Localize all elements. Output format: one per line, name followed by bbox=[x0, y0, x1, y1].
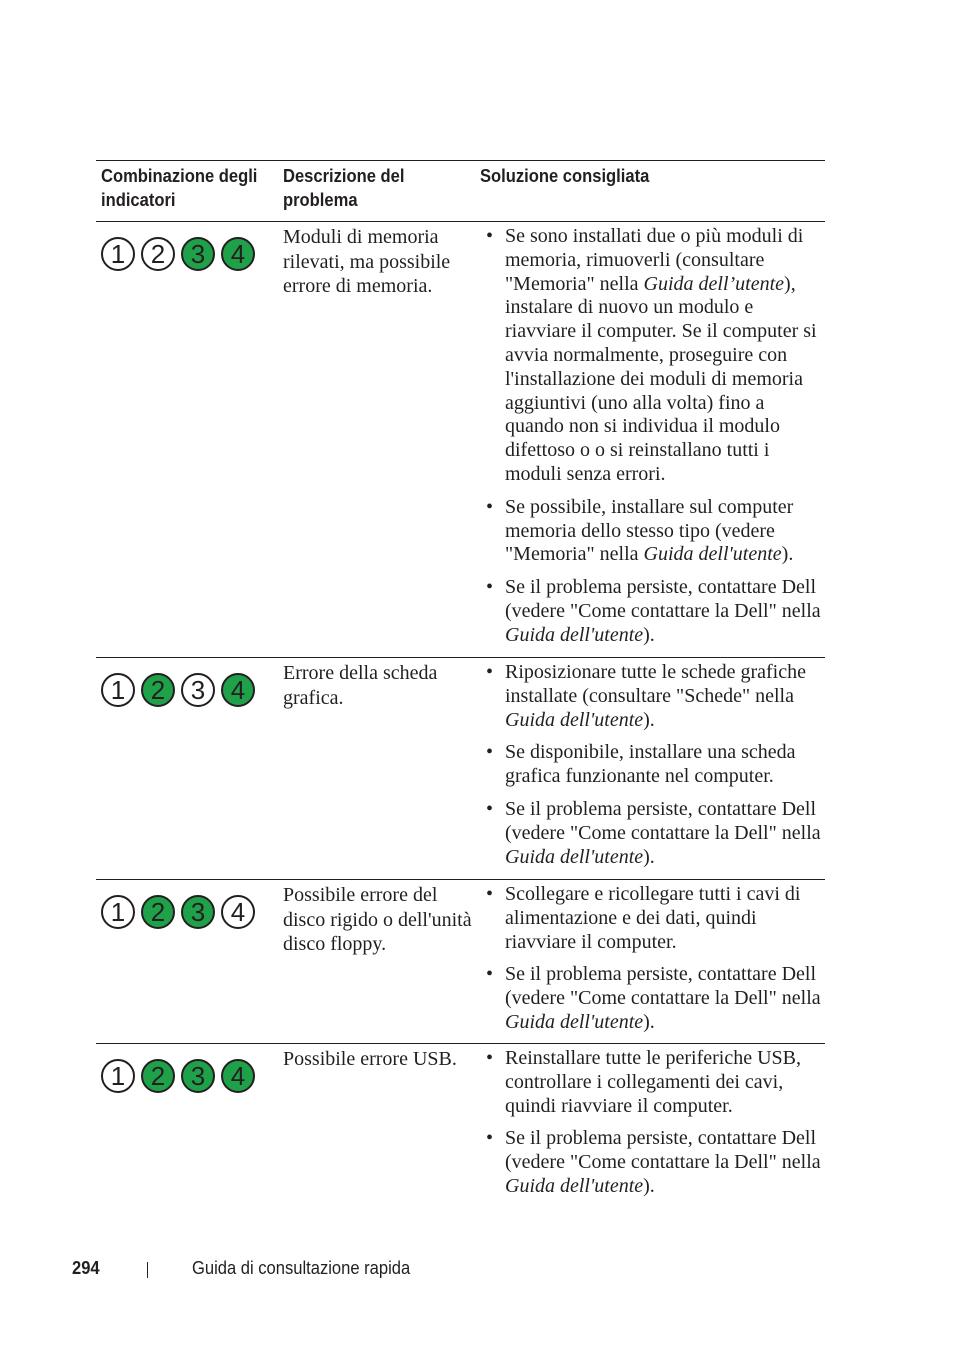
footer-title: Guida di consultazione rapida bbox=[192, 1258, 411, 1278]
header-indicator-combination: Combinazione degli indicatori bbox=[101, 166, 258, 210]
diagnostic-light-2-icon: 2 bbox=[141, 673, 175, 707]
guide-reference: Guida dell'utente bbox=[505, 708, 644, 731]
solution-text: Scollegare e ricollegare tutti i cavi di alimentazione e dei dati, quindi riavviare il computer. bbox=[505, 883, 801, 953]
diagnostic-light-1-icon: 1 bbox=[101, 673, 135, 707]
guide-reference: Guida dell'utente bbox=[643, 543, 782, 566]
table-row bbox=[96, 657, 825, 879]
solution-item bbox=[480, 1047, 825, 1118]
solution-text: ). bbox=[781, 543, 794, 566]
header-recommended-solution: Soluzione consigliata bbox=[480, 166, 650, 186]
diagnostic-light-pattern bbox=[101, 895, 271, 933]
solution-list bbox=[480, 1047, 825, 1208]
footer-separator bbox=[147, 1262, 148, 1278]
table-row bbox=[96, 221, 825, 657]
solution-item bbox=[480, 496, 825, 567]
solution-item bbox=[480, 576, 825, 647]
diagnostic-light-3-icon: 3 bbox=[181, 237, 215, 271]
solution-item bbox=[480, 798, 825, 869]
solution-item bbox=[480, 661, 825, 732]
solution-text: Se possibile, installare sul computer memoria dello stesso tipo (vedere "Memoria" nella bbox=[505, 495, 794, 566]
diagnostic-light-2-icon: 2 bbox=[141, 237, 175, 271]
solution-text: ). bbox=[643, 623, 655, 646]
diagnostic-light-4-icon: 4 bbox=[221, 895, 255, 929]
solution-item bbox=[480, 963, 825, 1034]
diagnostic-light-pattern bbox=[101, 1059, 271, 1097]
solution-item bbox=[480, 225, 825, 487]
solution-text: ). bbox=[643, 1010, 655, 1033]
solution-item bbox=[480, 883, 825, 954]
solution-item bbox=[480, 741, 825, 789]
solution-text: ). bbox=[643, 845, 655, 868]
problem-description: Moduli di memoria rilevati, ma possibile errore di memoria. bbox=[283, 226, 451, 297]
diagnostic-light-3-icon: 3 bbox=[181, 673, 215, 707]
solution-text: Se il problema persiste, contattare Dell (vedere "Come contattare la Dell" nella bbox=[505, 797, 821, 844]
problem-description: Possibile errore USB. bbox=[283, 1048, 457, 1070]
solution-text: ). bbox=[643, 1174, 655, 1197]
diagnostic-light-1-icon: 1 bbox=[101, 895, 135, 929]
diagnostic-light-4-icon: 4 bbox=[221, 237, 255, 271]
table-row bbox=[96, 879, 825, 1043]
solution-text: Se disponibile, installare una scheda grafica funzionante nel computer. bbox=[505, 741, 796, 788]
guide-reference: Guida dell'utente bbox=[505, 845, 644, 868]
guide-reference: Guida dell'utente bbox=[505, 1010, 644, 1033]
diagnostic-light-2-icon: 2 bbox=[141, 1059, 175, 1093]
solution-text: ). bbox=[643, 708, 655, 731]
guide-reference: Guida dell’utente bbox=[643, 272, 785, 295]
diagnostic-light-pattern bbox=[101, 237, 271, 275]
diagnostic-light-2-icon: 2 bbox=[141, 895, 175, 929]
solution-text: Se il problema persiste, contattare Dell (vedere "Come contattare la Dell" nella bbox=[505, 576, 821, 622]
solution-text: ), instalare di nuovo un modulo e riavviare il computer. Se il computer si avvia normalmente, proseguire con l'installazione dei moduli di memoria aggiuntivi (uno alla volta) fino a quando non si individua il modulo difettoso o o si reinstallano tutti i moduli senza errori. bbox=[505, 272, 817, 485]
diagnostic-light-pattern bbox=[101, 673, 271, 711]
solution-text: Riposizionare tutte le schede grafiche installate (consultare "Schede" nella bbox=[505, 661, 806, 707]
diagnostic-light-1-icon: 1 bbox=[101, 237, 135, 271]
solution-text: Se il problema persiste, contattare Dell (vedere "Come contattare la Dell" nella bbox=[505, 963, 821, 1010]
diagnostic-light-3-icon: 3 bbox=[181, 1059, 215, 1093]
solution-text: Se sono installati due o più moduli di memoria, rimuoverli (consultare "Memoria" nella bbox=[505, 225, 804, 295]
solution-list bbox=[480, 661, 825, 878]
solution-text: Reinstallare tutte le periferiche USB, controllare i collegamenti dei cavi, quindi riavviare il computer. bbox=[505, 1047, 802, 1117]
guide-reference: Guida dell'utente bbox=[505, 623, 644, 646]
problem-description: Errore della scheda grafica. bbox=[283, 662, 438, 709]
diagnostic-light-4-icon: 4 bbox=[221, 673, 255, 707]
page-number: 294 bbox=[72, 1258, 100, 1278]
diagnostic-light-1-icon: 1 bbox=[101, 1059, 135, 1093]
guide-reference: Guida dell'utente bbox=[505, 1174, 644, 1197]
table-row bbox=[96, 1043, 825, 1213]
solution-list bbox=[480, 883, 825, 1044]
diagnostic-light-3-icon: 3 bbox=[181, 895, 215, 929]
solution-text: Se il problema persiste, contattare Dell (vedere "Come contattare la Dell" nella bbox=[505, 1127, 821, 1174]
header-problem-description: Descrizione del problema bbox=[283, 166, 405, 210]
problem-description: Possibile errore del disco rigido o dell'unità disco floppy. bbox=[283, 884, 472, 955]
solution-list bbox=[480, 225, 825, 657]
solution-item bbox=[480, 1127, 825, 1198]
table-top-rule bbox=[96, 160, 825, 161]
diagnostic-light-4-icon: 4 bbox=[221, 1059, 255, 1093]
